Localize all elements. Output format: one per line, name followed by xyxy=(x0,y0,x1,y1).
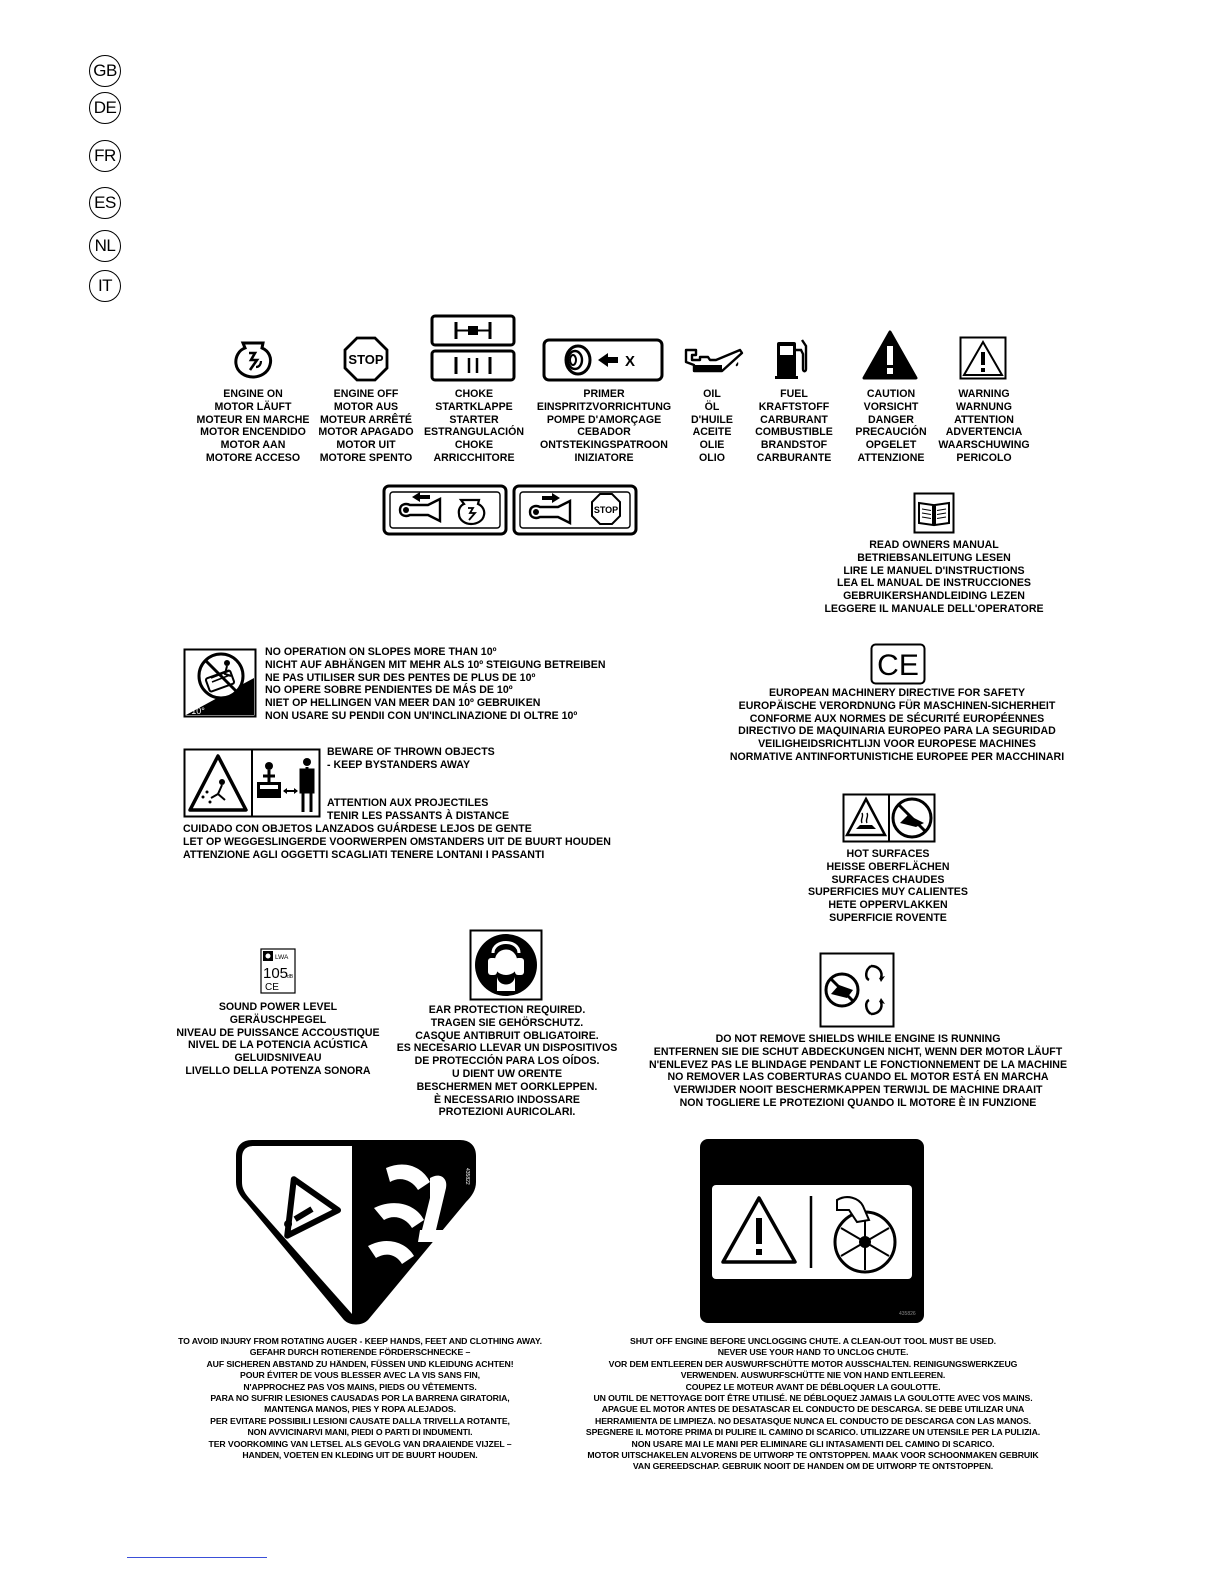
lang-badge-nl: NL xyxy=(89,230,121,262)
engine-on-label: ENGINE ON MOTOR LÄUFT MOTEUR EN MARCHE MOTOR ENCENDIDO MOTOR AAN MOTORE ACCESO xyxy=(196,388,310,464)
throttle-run-icon xyxy=(382,484,508,536)
read-manual-label: READ OWNERS MANUAL BETRIEBSANLEITUNG LESEN LIRE LE MANUEL D'INSTRUCTIONS LEA EL MANUAL DE INSTRUCCIONES GEBRUIKERSHANDLEIDING LEZEN LEGGERE IL MANUALE DELL'OPERATORE xyxy=(824,539,1044,615)
ce-glyph: CE xyxy=(877,649,919,682)
lang-badge-de: DE xyxy=(89,92,121,124)
book-icon xyxy=(913,492,955,534)
fuel-pump-icon xyxy=(774,336,808,380)
thrown-objects-side-text: BEWARE OF THROWN OBJECTS - KEEP BYSTANDERS AWAY ATTENTION AUX PROJECTILES TENIR LES PASSANTS À DISTANCE xyxy=(327,746,510,822)
footer-rule xyxy=(127,1557,267,1558)
engine-on-icon xyxy=(232,337,274,379)
warning-label: WARNING WARNUNG ATTENTION ADVERTENCIA WAARSCHUWING PERICOLO xyxy=(938,388,1030,464)
ce-text: EUROPEAN MACHINERY DIRECTIVE FOR SAFETY EUROPÄISCHE VERORDNUNG FÜR MASCHINEN-SICHERHEIT CONFORME AUX NORMES DE SÉCURITÉ EUROPÉENNES DIRECTIVO DE MAQUINARIA EUROPEO PARA LA SEGURIDAD VEILIGHEIDSRICHTLIJN VOOR EUROPESE MACHINES NORMATIVE ANTINFORTUNISTICHE EUROPEE PER MACCHINARI xyxy=(729,687,1065,763)
ear-protection-icon xyxy=(469,929,543,1001)
chute-part-number: 435826 xyxy=(899,1311,916,1317)
shields-text: DO NOT REMOVE SHIELDS WHILE ENGINE IS RUNNING ENTFERNEN SIE DIE SCHUT ABDECKUNGEN NICHT, WENN DER MOTOR LÄUFT N'ENLEVEZ PAS LE BLINDAGE PENDANT LE FONCTIONNEMENT DE LA MACHINE NO REMOVER LAS COBERTURAS CUANDO EL MOTOR ESTÁ EN MARCHA VERWIJDER NOOIT BESCHERMKAPPEN TERWIJL DE MACHINE DRAAIT NON TOGLIERE LE PROTEZIONI QUANDO IL MOTORE È IN FUNZIONE xyxy=(648,1033,1068,1109)
choke-icon xyxy=(430,314,516,382)
stop-sign-icon xyxy=(343,336,389,382)
primer-x-glyph: X xyxy=(624,353,636,370)
shields-icon xyxy=(819,952,895,1028)
oil-label: OIL ÖL D'HUILE ACEITE OLIE OLIO xyxy=(691,388,733,464)
sound-unit-glyph: dB xyxy=(287,974,294,980)
caution-icon xyxy=(862,330,918,380)
ear-protection-text: EAR PROTECTION REQUIRED. TRAGEN SIE GEHÖRSCHUTZ. CASQUE ANTIBRUIT OBLIGATOIRE. ES NECESARIO LLEVAR UN DISPOSITIVOS DE PROTECCIÓN PARA LOS OÍDOS. U DIENT UW ORENTE BESCHERMEN MET OORKLEPPEN. È NECESSARIO INDOSSARE PROTEZIONI AURICOLARI. xyxy=(396,1004,618,1119)
fuel-label: FUEL KRAFTSTOFF CARBURANT COMBUSTIBLE BRANDSTOF CARBURANTE xyxy=(755,388,833,464)
lang-badge-fr: FR xyxy=(89,140,121,172)
sound-power-text: SOUND POWER LEVEL GERÄUSCHPEGEL NIVEAU DE PUISSANCE ACCOUSTIQUE NIVEL DE LA POTENCIA ACÚSTICA GELUIDSNIVEAU LIVELLO DELLA POTENZA SONORA xyxy=(176,1001,380,1077)
throttle-stop-icon xyxy=(512,484,638,536)
sound-power-icon xyxy=(260,948,296,994)
primer-label: PRIMER EINSPRITZVORRICHTUNG POMPE D'AMORÇAGE CEBADOR ONTSTEKINGSPATROON INIZIATORE xyxy=(536,388,672,464)
thrown-objects-text: CUIDADO CON OBJETOS LANZADOS GUÁRDESE LEJOS DE GENTE LET OP WEGGESLINGERDE VOORWERPEN OMSTANDERS UIT DE BUURT HOUDEN ATTENZIONE AGLI OGGETTI SCAGLIATI TENERE LONTANI I PASSANTI xyxy=(183,823,611,861)
slopes-text: NO OPERATION ON SLOPES MORE THAN 10º NICHT AUF ABHÄNGEN MIT MEHR ALS 10º STEIGUNG BETREIBEN NE PAS UTILISER SUR DES PENTES DE PLUS DE 10º NO OPERE SOBRE PENDIENTES DE MÁS DE 10º NIET OP HELLINGEN VAN MEER DAN 10º GEBRUIKEN NON USARE SU PENDII CON UN'INCLINAZIONE DI OLTRE 10º xyxy=(265,646,606,722)
lang-badge-gb: GB xyxy=(89,55,121,87)
chute-decal-icon xyxy=(699,1138,925,1324)
ce-mark-icon xyxy=(870,643,926,685)
hot-surface-icon xyxy=(842,793,936,843)
thrown-objects-icon xyxy=(183,748,321,818)
sound-value-glyph: 105 xyxy=(263,965,289,982)
sound-ce-glyph: CE xyxy=(265,982,279,993)
primer-icon xyxy=(542,338,664,382)
hot-surfaces-text: HOT SURFACES HEISSE OBERFLÄCHEN SURFACES CHAUDES SUPERFICIES MUY CALIENTES HETE OPPERVLAKKEN SUPERFICIE ROVENTE xyxy=(808,848,968,924)
oil-can-icon xyxy=(682,346,744,378)
warning-icon xyxy=(959,336,1007,380)
caution-label: CAUTION VORSICHT DANGER PRECAUCIÓN OPGELET ATTENZIONE xyxy=(855,388,927,464)
slope-warning-icon xyxy=(183,648,257,718)
auger-text: TO AVOID INJURY FROM ROTATING AUGER - KEEP HANDS, FEET AND CLOTHING AWAY. GEFAHR DURCH ROTIERENDE FÖRDERSCHNECKE – AUF SICHEREN ABSTAND ZU HÄNDEN, FÜSSEN UND KLEIDUNG ACHTEN! POUR ÉVITER DE VOUS BLESSER AVEC LA VIS SANS FIN, N'APPROCHEZ PAS VOS MAINS, PIEDS OU VÊTEMENTS. PARA NO SUFRIR LESIONES CAUSADAS POR LA BARRENA GIRATORIA, MANTENGA MANOS, PIES Y ROPA ALEJADOS. PER EVITARE POSSIBILI LESIONI CAUSATE DALLA TRIVELLA ROTANTE, NON AVVICINARVI MANI, PIEDI O PARTI DI INDUMENTI. TER VOORKOMING VAN LETSEL ALS GEVOLG VAN DRAAIENDE VIJZEL – HANDEN, VOETEN EN KLEDING UIT DE BUURT HOUDEN. xyxy=(178,1336,542,1461)
auger-decal-icon xyxy=(234,1138,478,1324)
lang-badge-it: IT xyxy=(89,270,121,302)
engine-off-label: ENGINE OFF MOTOR AUS MOTEUR ARRÊTÉ MOTOR APAGADO MOTOR UIT MOTORE SPENTO xyxy=(318,388,414,464)
slope-badge: >10° xyxy=(186,706,205,716)
chute-text: SHUT OFF ENGINE BEFORE UNCLOGGING CHUTE. A CLEAN-OUT TOOL MUST BE USED. NEVER USE YOUR HAND TO UNCLOG CHUTE. VOR DEM ENTLEEREN DER AUSWURFSCHÜTTE MOTOR AUSSCHALTEN. REINIGUNGSWERKZEUG VERWENDEN. AUSWURFSCHÜTTE NIE VON HAND ENTLEEREN. COUPEZ LE MOTEUR AVANT DE DÉBLOQUER LA GOULOTTE. UN OUTIL DE NETTOYAGE DOIT ÊTRE UTILISÉ. NE DÉBLOQUEZ JAMAIS LA GOULOTTE AVEC VOS MAINS. APAGUE EL MOTOR ANTES DE DESATASCAR EL CONDUCTO DE DESCARGA. SE DEBE UTILIZAR UNA HERRAMIENTA DE LIMPIEZA. NO DESATASQUE NUNCA EL CONDUCTO DE DESCARGA CON LAS MANOS. SPEGNERE IL MOTORE PRIMA DI PULIRE IL CAMINO DI SCARICO. UTILIZZARE UN UTENSILE PER LA PULIZIA. NON USARE MAI LE MANI PER ELIMINARE GLI INTASAMENTI DEL CAMINO DI SCARICO. MOTOR UITSCHAKELEN ALVORENS DE UITWORP TE ONTSTOPPEN. MAAK VOOR SCHOONMAKEN GEBRUIK VAN GEREEDSCHAP. GEBRUIK NOOIT DE HANDEN OM DE UITWORP TE ONTSTOPPEN. xyxy=(585,1336,1041,1472)
sound-lwa-glyph: LWA xyxy=(275,954,289,961)
stop-glyph: STOP xyxy=(348,352,384,367)
lang-badge-es: ES xyxy=(89,187,121,219)
throttle-stop-glyph: STOP xyxy=(593,505,619,515)
auger-part-number: 435822 xyxy=(464,1168,470,1185)
choke-label: CHOKE STARTKLAPPE STARTER ESTRANGULACIÓN CHOKE ARRICCHITORE xyxy=(423,388,525,464)
